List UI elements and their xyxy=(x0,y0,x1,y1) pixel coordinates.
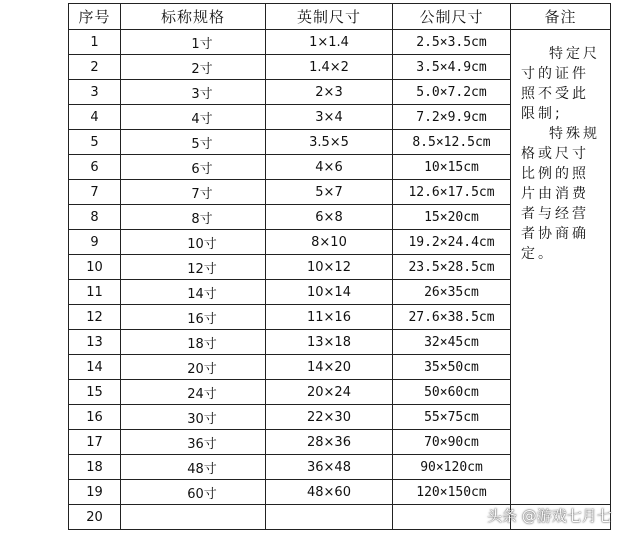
remarks-paragraph-1: 特定尺寸的证件照不受此限制; xyxy=(521,46,600,122)
cell-inch: 3×4 xyxy=(266,105,393,130)
cell-metric: 7.2×9.9cm xyxy=(393,105,511,130)
cell-metric: 32×45cm xyxy=(393,330,511,355)
cell-no: 15 xyxy=(69,380,121,405)
header-row xyxy=(69,4,611,30)
cell-metric: 27.6×38.5cm xyxy=(393,305,511,330)
cell-no: 11 xyxy=(69,280,121,305)
cell-nominal xyxy=(121,330,266,355)
cell-inch: 36×48 xyxy=(266,455,393,480)
cell-no: 19 xyxy=(69,480,121,505)
cell-no: 20 xyxy=(69,505,121,530)
cell-no: 6 xyxy=(69,155,121,180)
cell-metric: 12.6×17.5cm xyxy=(393,180,511,205)
cell-metric: 23.5×28.5cm xyxy=(393,255,511,280)
cell-nominal xyxy=(121,255,266,280)
cell-no: 4 xyxy=(69,105,121,130)
cell-nominal xyxy=(121,455,266,480)
header-metric: 公制尺寸 xyxy=(393,4,511,30)
cell-no: 14 xyxy=(69,355,121,380)
cell-nominal xyxy=(121,205,266,230)
cell-metric: 55×75cm xyxy=(393,405,511,430)
cell-nominal xyxy=(121,155,266,180)
cell-inch: 1.4×2 xyxy=(266,55,393,80)
cell-no: 3 xyxy=(69,80,121,105)
cell-nominal xyxy=(121,105,266,130)
cell-metric: 5.0×7.2cm xyxy=(393,80,511,105)
cell-nominal-text: 5寸 xyxy=(191,136,213,152)
cell-no: 18 xyxy=(69,455,121,480)
cell-inch: 2×3 xyxy=(266,80,393,105)
cell-no: 13 xyxy=(69,330,121,355)
cell-nominal xyxy=(121,180,266,205)
cell-inch: 13×18 xyxy=(266,330,393,355)
cell-nominal-text: 20寸 xyxy=(187,361,217,377)
cell-nominal xyxy=(121,380,266,405)
cell-inch: 8×10 xyxy=(266,230,393,255)
cell-metric: 2.5×3.5cm xyxy=(393,30,511,55)
cell-nominal-text: 8寸 xyxy=(191,211,213,227)
cell-no: 8 xyxy=(69,205,121,230)
cell-metric: 70×90cm xyxy=(393,430,511,455)
header-inch: 英制尺寸 xyxy=(266,4,393,30)
cell-nominal-text: 2寸 xyxy=(191,61,213,77)
cell-no: 9 xyxy=(69,230,121,255)
cell-nominal-text: 14寸 xyxy=(187,286,217,302)
cell-nominal-text: 12寸 xyxy=(187,261,217,277)
header-no: 序号 xyxy=(69,4,121,30)
cell-nominal-text: 36寸 xyxy=(187,436,217,452)
cell-no: 7 xyxy=(69,180,121,205)
photo-size-table xyxy=(68,3,611,530)
cell-metric: 50×60cm xyxy=(393,380,511,405)
photo-size-table-sheet xyxy=(68,3,610,530)
cell-metric: 8.5×12.5cm xyxy=(393,130,511,155)
cell-inch: 20×24 xyxy=(266,380,393,405)
cell-nominal xyxy=(121,55,266,80)
cell-no: 12 xyxy=(69,305,121,330)
cell-inch: 6×8 xyxy=(266,205,393,230)
cell-metric: 26×35cm xyxy=(393,280,511,305)
cell-inch: 48×60 xyxy=(266,480,393,505)
cell-no: 16 xyxy=(69,405,121,430)
cell-nominal-text: 48寸 xyxy=(187,461,217,477)
cell-inch: 3.5×5 xyxy=(266,130,393,155)
cell-nominal xyxy=(121,280,266,305)
cell-inch: 11×16 xyxy=(266,305,393,330)
cell-metric: 3.5×4.9cm xyxy=(393,55,511,80)
cell-nominal-text: 24寸 xyxy=(187,386,217,402)
cell-nominal xyxy=(121,130,266,155)
cell-nominal-text: 60寸 xyxy=(187,486,217,502)
cell-inch: 10×12 xyxy=(266,255,393,280)
cell-metric: 120×150cm xyxy=(393,480,511,505)
cell-no: 5 xyxy=(69,130,121,155)
cell-metric: 35×50cm xyxy=(393,355,511,380)
cell-nominal-text: 30寸 xyxy=(187,411,217,427)
cell-metric: 19.2×24.4cm xyxy=(393,230,511,255)
cell-no: 1 xyxy=(69,30,121,55)
cell-inch: 28×36 xyxy=(266,430,393,455)
remarks-paragraph-2: 特殊规格或尺寸比例的照片由消费者与经营者协商确定。 xyxy=(521,126,600,262)
cell-inch: 22×30 xyxy=(266,405,393,430)
cell-nominal xyxy=(121,305,266,330)
cell-nominal xyxy=(121,405,266,430)
watermark: 头条 @游戏七月七 xyxy=(487,507,612,525)
cell-nominal-text: 7寸 xyxy=(191,186,213,202)
cell-inch: 5×7 xyxy=(266,180,393,205)
cell-metric: 10×15cm xyxy=(393,155,511,180)
cell-no: 2 xyxy=(69,55,121,80)
cell-no: 10 xyxy=(69,255,121,280)
cell-nominal-text: 1寸 xyxy=(191,36,213,52)
cell-inch: 4×6 xyxy=(266,155,393,180)
cell-metric: 90×120cm xyxy=(393,455,511,480)
cell-nominal-text: 18寸 xyxy=(187,336,217,352)
table-body xyxy=(69,30,611,530)
cell-nominal xyxy=(121,80,266,105)
cell-nominal xyxy=(121,430,266,455)
header-nominal: 标称规格 xyxy=(121,4,266,30)
cell-inch xyxy=(266,505,393,530)
cell-nominal xyxy=(121,355,266,380)
cell-no: 17 xyxy=(69,430,121,455)
cell-nominal-text: 3寸 xyxy=(191,86,213,102)
table-row xyxy=(69,30,611,55)
cell-nominal-text: 16寸 xyxy=(187,311,217,327)
cell-nominal xyxy=(121,30,266,55)
cell-inch: 10×14 xyxy=(266,280,393,305)
cell-nominal-text: 4寸 xyxy=(191,111,213,127)
cell-inch: 1×1.4 xyxy=(266,30,393,55)
cell-nominal xyxy=(121,505,266,530)
remarks-cell xyxy=(511,30,611,505)
header-remarks: 备注 xyxy=(511,4,611,30)
cell-nominal-text: 6寸 xyxy=(191,161,213,177)
cell-nominal xyxy=(121,480,266,505)
cell-nominal-text: 10寸 xyxy=(187,236,217,252)
cell-inch: 14×20 xyxy=(266,355,393,380)
cell-nominal xyxy=(121,230,266,255)
cell-metric: 15×20cm xyxy=(393,205,511,230)
